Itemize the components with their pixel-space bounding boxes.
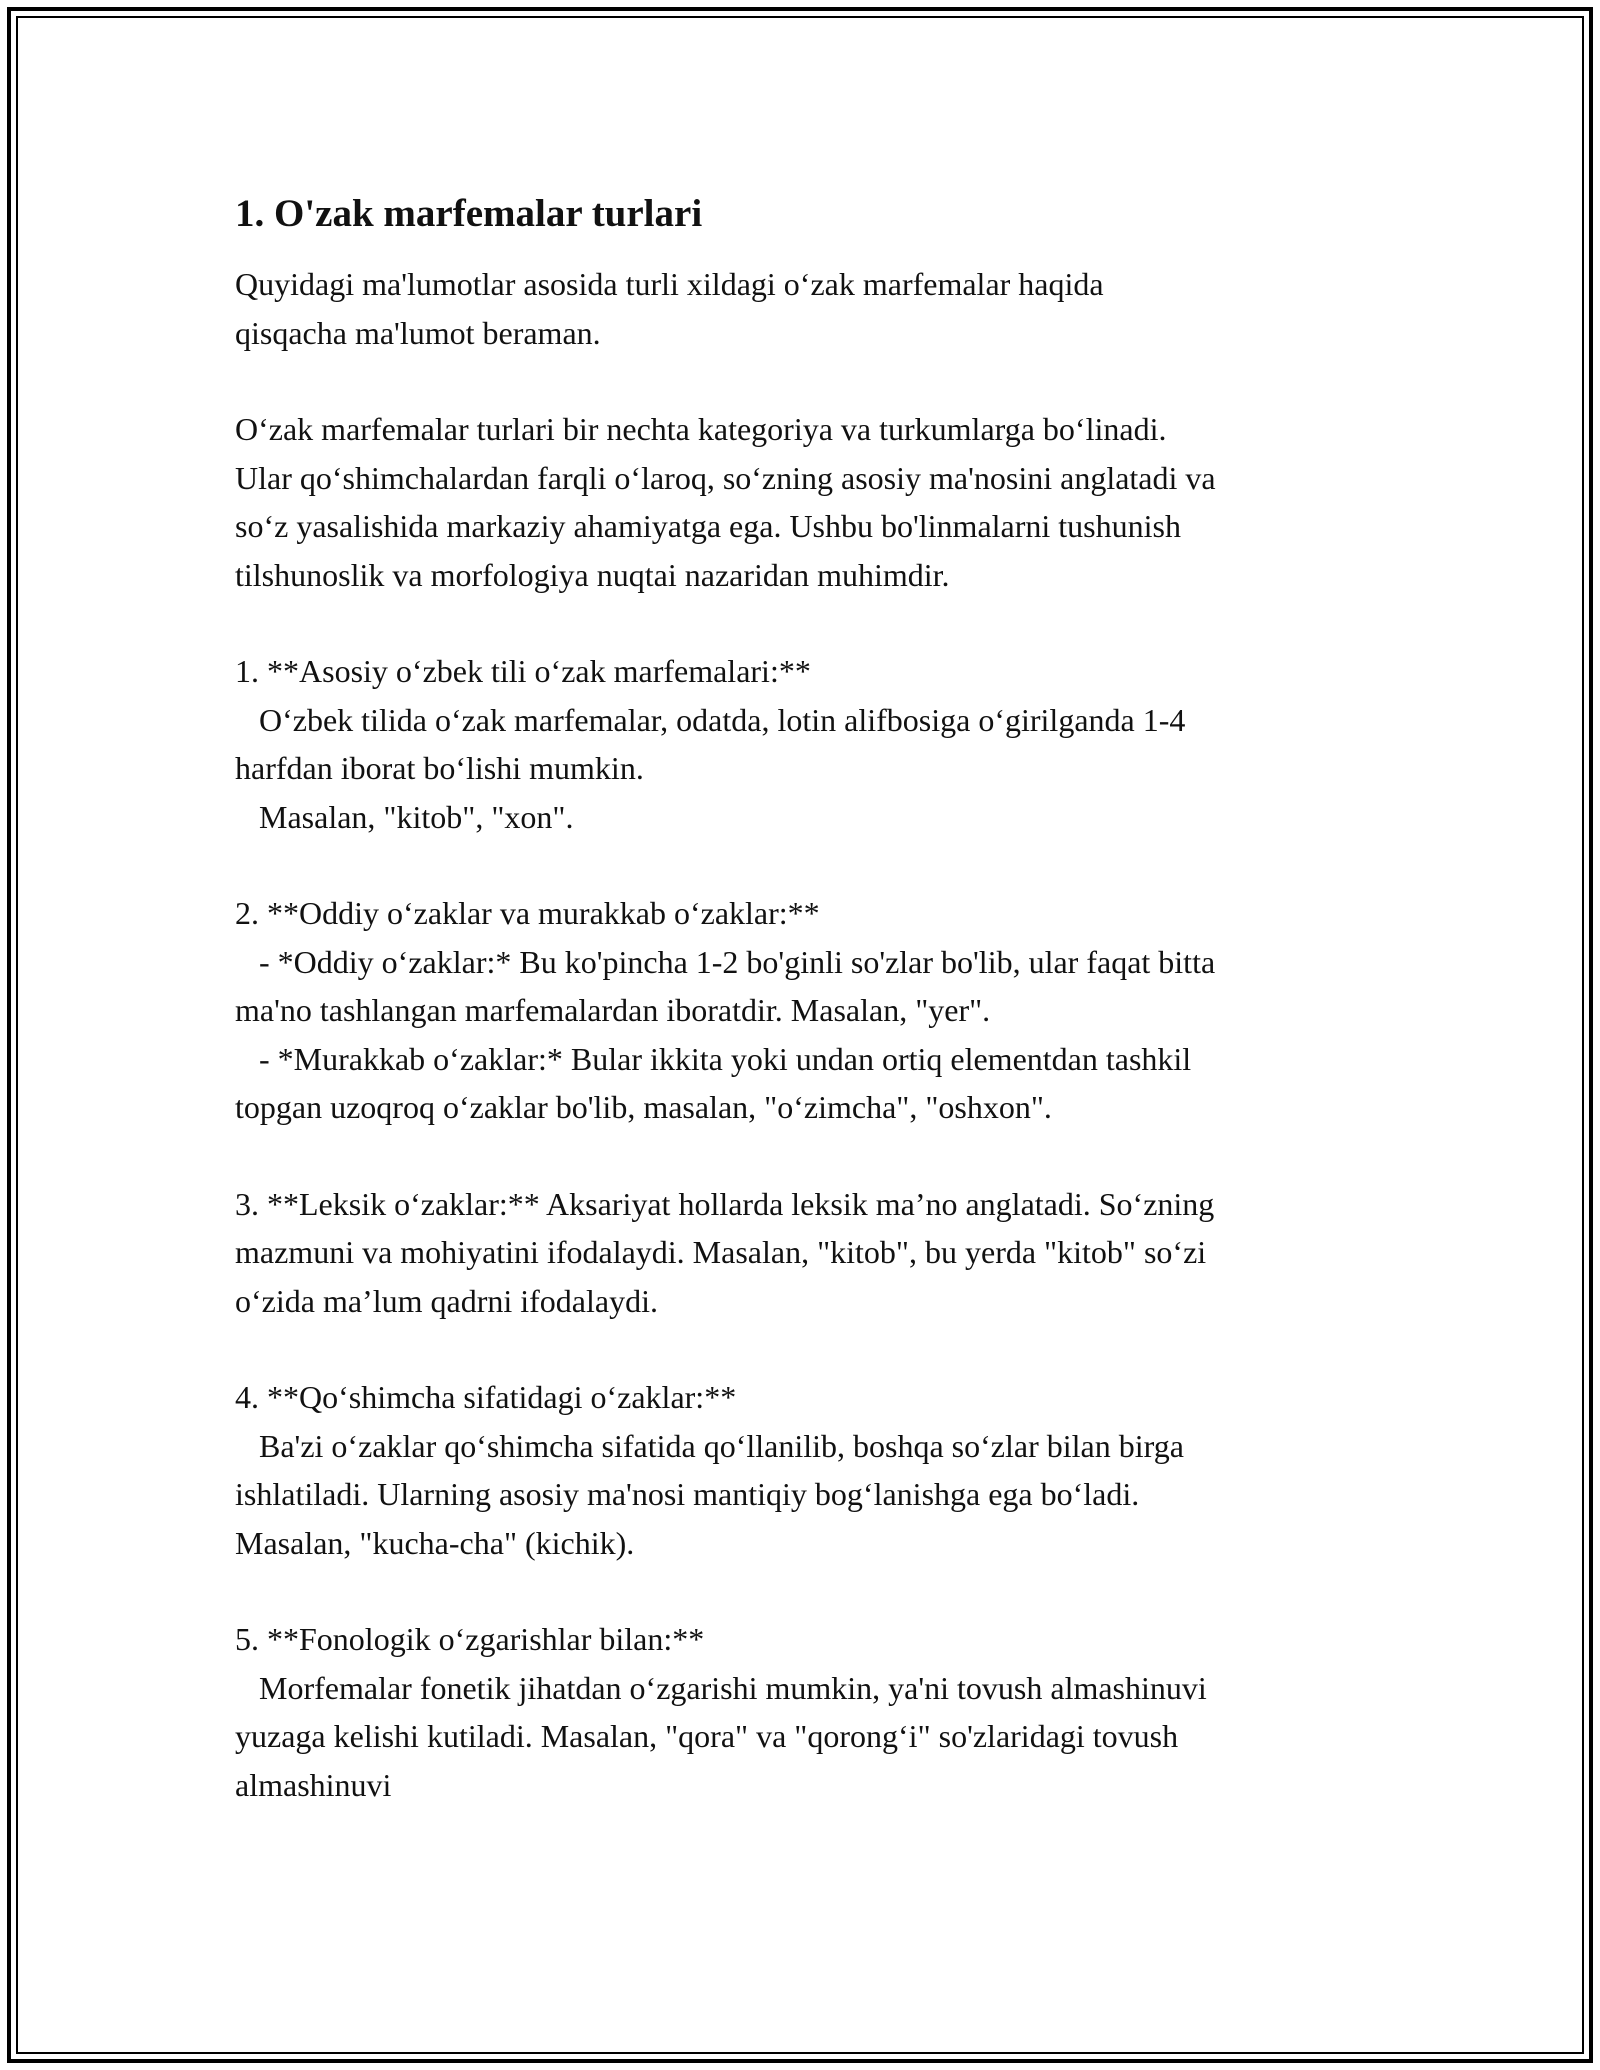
list-item-lexical-roots: 3. **Leksik o‘zaklar:** Aksariyat hollarda leksik ma’no anglatadi. So‘zning mazmuni va mohiyatini ifodalaydi. Masalan, "kitob", bu yerda "kitob" so‘zi o‘zida ma’lum qadrni ifodalaydi. [235, 1185, 1215, 1319]
list-item-phonological-changes: 5. **Fonologik o‘zgarishlar bilan:** Morfemalar fonetik jihatdan o‘zgarishi mumkin, ya'ni tovush almashinuvi yuzaga kelishi kutiladi. Masalan, "qora" va "qorong‘i" so'zlaridagi tovush almashinuvi [235, 1621, 1207, 1803]
document-title: 1. O'zak marfemalar turlari [235, 192, 703, 235]
list-item-basic-roots: 1. **Asosiy o‘zbek tili o‘zak marfemalari:** O‘zbek tilida o‘zak marfemalar, odatda, lotin alifbosiga o‘girilganda 1-4 harfdan iborat bo‘lishi mumkin. Masalan, "kitob", "xon". [235, 653, 1186, 835]
list-item-simple-compound-roots: 2. **Oddiy o‘zaklar va murakkab o‘zaklar:** - *Oddiy o‘zaklar:* Bu ko'pincha 1-2 bo'ginli so'zlar bo'lib, ular faqat bitta ma'no tashlangan marfemalardan iboratdir. Masalan, "yer". - *Murakkab o‘zaklar:* Bular ikkita yoki undan ortiq elementdan tashkil topgan uzoqroq o‘zaklar bo'lib, masalan, "o‘zimcha", "oshxon". [235, 895, 1216, 1125]
overview-paragraph: O‘zak marfemalar turlari bir nechta kategoriya va turkumlarga bo‘linadi. Ular qo‘shimchalardan farqli o‘laroq, so‘zning asosiy ma'nosini anglatadi va so‘z yasalishida markaziy ahamiyatga ega. Ushbu bo'linmalarni tushunish tilshunoslik va morfologiya nuqtai nazaridan muhimdir. [235, 411, 1216, 593]
list-item-affix-roots: 4. **Qo‘shimcha sifatidagi o‘zaklar:** Ba'zi o‘zaklar qo‘shimcha sifatida qo‘llanilib, boshqa so‘zlar bilan birga ishlatiladi. Ularning asosiy ma'nosi mantiqiy bog‘lanishga ega bo‘ladi. Masalan, "kucha-cha" (kichik). [235, 1379, 1184, 1561]
intro-paragraph: Quyidagi ma'lumotlar asosida turli xildagi o‘zak marfemalar haqida qisqacha ma'lumot beraman. [235, 266, 1104, 351]
document-body [235, 188, 1385, 1809]
